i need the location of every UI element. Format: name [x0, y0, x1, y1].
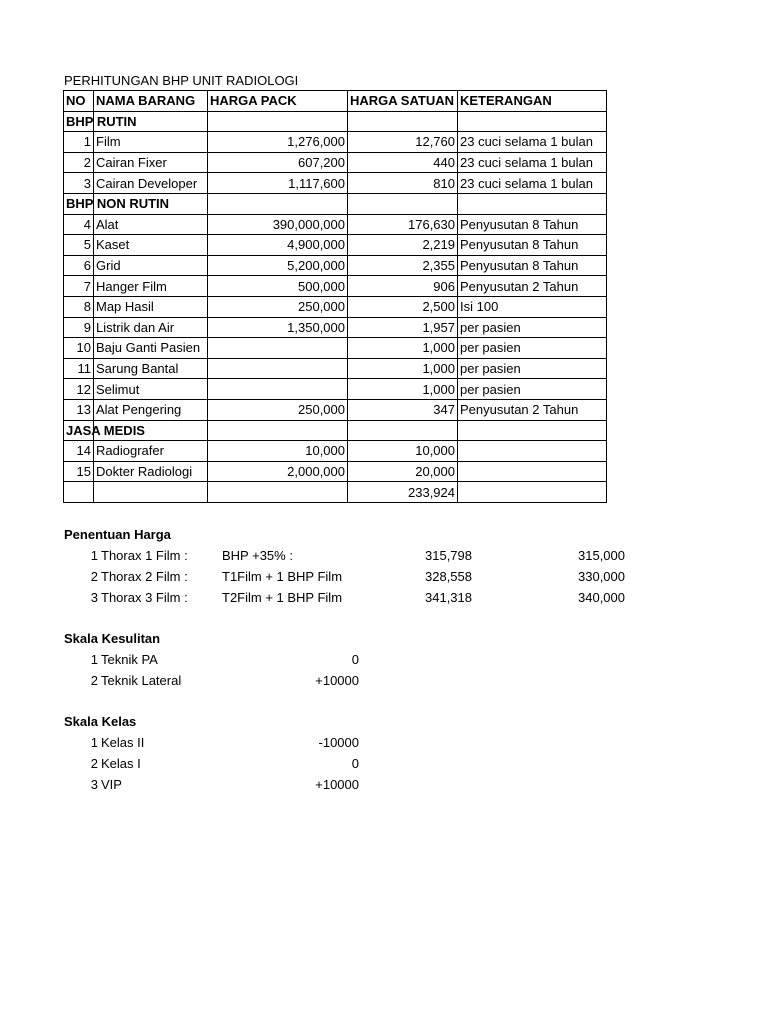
cell[interactable]: [348, 111, 458, 132]
cell-ket[interactable]: Penyusutan 2 Tahun: [458, 399, 607, 420]
table-row: [64, 379, 607, 400]
cell[interactable]: [208, 111, 348, 132]
cell-ket[interactable]: per pasien: [458, 358, 607, 379]
kesulitan-label: Teknik PA: [101, 652, 158, 667]
cell-pack[interactable]: 1,117,600: [208, 173, 348, 194]
penentuan-no: 3: [90, 590, 98, 605]
cell-satuan[interactable]: 810: [348, 173, 458, 194]
cell-nama[interactable]: Grid: [94, 255, 208, 276]
cell[interactable]: [458, 111, 607, 132]
table-row: [64, 461, 607, 482]
cell-ket[interactable]: [458, 441, 607, 462]
kelas-no: 1: [90, 735, 98, 750]
cell-satuan[interactable]: 1,957: [348, 317, 458, 338]
bhp-table: [63, 90, 607, 503]
cell-ket[interactable]: 23 cuci selama 1 bulan: [458, 152, 607, 173]
cell-nama[interactable]: Sarung Bantal: [94, 358, 208, 379]
table-header-row: [64, 91, 607, 112]
cell-no[interactable]: 12: [64, 379, 94, 400]
cell-nama[interactable]: Cairan Fixer: [94, 152, 208, 173]
cell[interactable]: [458, 193, 607, 214]
cell-ket[interactable]: [458, 461, 607, 482]
sheet-title: PERHITUNGAN BHP UNIT RADIOLOGI: [64, 73, 299, 88]
cell-pack[interactable]: 500,000: [208, 276, 348, 297]
cell-pack[interactable]: [208, 379, 348, 400]
cell-no[interactable]: 7: [64, 276, 94, 297]
kelas-no: 2: [90, 756, 98, 771]
kesulitan-no: 1: [90, 652, 98, 667]
penentuan-formula: T2Film + 1 BHP Film: [222, 590, 343, 605]
table-row: [64, 235, 607, 256]
cell-no[interactable]: 9: [64, 317, 94, 338]
cell-no[interactable]: 1: [64, 132, 94, 153]
cell[interactable]: [458, 482, 607, 503]
kelas-label: Kelas I: [101, 756, 141, 771]
header-harga-satuan[interactable]: HARGA SATUAN: [348, 91, 458, 112]
cell-no[interactable]: 13: [64, 399, 94, 420]
header-harga-pack[interactable]: HARGA PACK: [208, 91, 348, 112]
penentuan-value: 341,318: [425, 590, 472, 605]
cell-nama[interactable]: Alat Pengering: [94, 399, 208, 420]
cell-ket[interactable]: per pasien: [458, 338, 607, 359]
table-row: [64, 296, 607, 317]
total-row: [64, 482, 607, 503]
cell-no[interactable]: 3: [64, 173, 94, 194]
cell-satuan[interactable]: 2,219: [348, 235, 458, 256]
cell-pack[interactable]: 1,276,000: [208, 132, 348, 153]
kesulitan-heading: Skala Kesulitan: [64, 631, 161, 646]
cell-ket[interactable]: Penyusutan 8 Tahun: [458, 255, 607, 276]
cell-satuan[interactable]: 20,000: [348, 461, 458, 482]
cell-ket[interactable]: per pasien: [458, 317, 607, 338]
cell-no[interactable]: 14: [64, 441, 94, 462]
cell-pack[interactable]: 250,000: [208, 399, 348, 420]
cell-nama[interactable]: Cairan Developer: [94, 173, 208, 194]
penentuan-label: Thorax 1 Film :: [101, 548, 188, 563]
cell-satuan[interactable]: 2,355: [348, 255, 458, 276]
cell[interactable]: [458, 420, 607, 441]
kelas-value: 0: [351, 756, 359, 771]
cell-satuan[interactable]: 2,500: [348, 296, 458, 317]
cell-satuan[interactable]: 1,000: [348, 379, 458, 400]
penentuan-rounded: 315,000: [578, 548, 625, 563]
cell-no[interactable]: 5: [64, 235, 94, 256]
penentuan-label: Thorax 2 Film :: [101, 569, 188, 584]
penentuan-formula: BHP +35% :: [222, 548, 293, 563]
penentuan-rounded: 330,000: [578, 569, 625, 584]
cell-pack[interactable]: [208, 338, 348, 359]
cell-pack[interactable]: 2,000,000: [208, 461, 348, 482]
header-nama-barang[interactable]: NAMA BARANG: [94, 91, 208, 112]
cell-nama[interactable]: Hanger Film: [94, 276, 208, 297]
cell-no[interactable]: 6: [64, 255, 94, 276]
cell-no[interactable]: 10: [64, 338, 94, 359]
cell-nama[interactable]: Kaset: [94, 235, 208, 256]
cell[interactable]: [348, 420, 458, 441]
cell-ket[interactable]: Isi 100: [458, 296, 607, 317]
cell-ket[interactable]: Penyusutan 8 Tahun: [458, 235, 607, 256]
table-row: [64, 317, 607, 338]
cell-pack[interactable]: 5,200,000: [208, 255, 348, 276]
cell-no[interactable]: 4: [64, 214, 94, 235]
cell-pack[interactable]: 607,200: [208, 152, 348, 173]
cell-nama[interactable]: Film: [94, 132, 208, 153]
cell-ket[interactable]: Penyusutan 2 Tahun: [458, 276, 607, 297]
cell[interactable]: [64, 482, 94, 503]
section-row-jasa-medis: [64, 420, 607, 441]
section-label[interactable]: BHP NON RUTIN: [64, 193, 94, 214]
cell-no[interactable]: 15: [64, 461, 94, 482]
cell-ket[interactable]: 23 cuci selama 1 bulan: [458, 132, 607, 153]
table-row: [64, 132, 607, 153]
cell-satuan[interactable]: 347: [348, 399, 458, 420]
header-no[interactable]: NO: [64, 91, 94, 112]
cell[interactable]: [94, 482, 208, 503]
cell-no[interactable]: 11: [64, 358, 94, 379]
penentuan-no: 2: [90, 569, 98, 584]
cell[interactable]: [208, 482, 348, 503]
penentuan-no: 1: [90, 548, 98, 563]
cell-satuan[interactable]: 440: [348, 152, 458, 173]
cell-nama[interactable]: Radiografer: [94, 441, 208, 462]
cell-pack[interactable]: 4,900,000: [208, 235, 348, 256]
penentuan-formula: T1Film + 1 BHP Film: [222, 569, 343, 584]
cell-satuan[interactable]: 10,000: [348, 441, 458, 462]
kesulitan-no: 2: [90, 673, 98, 688]
total-value[interactable]: 233,924: [348, 482, 458, 503]
cell-ket[interactable]: 23 cuci selama 1 bulan: [458, 173, 607, 194]
cell-ket[interactable]: per pasien: [458, 379, 607, 400]
cell-nama[interactable]: Alat: [94, 214, 208, 235]
table-row: [64, 255, 607, 276]
table-row: [64, 152, 607, 173]
penentuan-heading: Penentuan Harga: [64, 527, 171, 542]
table-row: [64, 399, 607, 420]
table-row: [64, 276, 607, 297]
cell-no[interactable]: 2: [64, 152, 94, 173]
kesulitan-value: 0: [351, 652, 359, 667]
kelas-value: +10000: [315, 777, 359, 792]
section-row-bhp-non-rutin: [64, 193, 607, 214]
table-row: [64, 441, 607, 462]
kesulitan-label: Teknik Lateral: [101, 673, 182, 688]
cell-pack[interactable]: 250,000: [208, 296, 348, 317]
kelas-value: -10000: [318, 735, 359, 750]
cell-pack[interactable]: [208, 358, 348, 379]
kelas-label: Kelas II: [101, 735, 145, 750]
cell-nama[interactable]: Dokter Radiologi: [94, 461, 208, 482]
table-row: [64, 358, 607, 379]
kelas-no: 3: [90, 777, 98, 792]
cell[interactable]: [208, 420, 348, 441]
cell-satuan[interactable]: 12,760: [348, 132, 458, 153]
penentuan-value: 328,558: [425, 569, 472, 584]
kelas-heading: Skala Kelas: [64, 714, 137, 729]
cell[interactable]: [348, 193, 458, 214]
kelas-label: VIP: [101, 777, 122, 792]
cell-pack[interactable]: 1,350,000: [208, 317, 348, 338]
cell-nama[interactable]: Selimut: [94, 379, 208, 400]
cell-nama[interactable]: Listrik dan Air: [94, 317, 208, 338]
cell-nama[interactable]: Map Hasil: [94, 296, 208, 317]
cell-nama[interactable]: Baju Ganti Pasien: [94, 338, 208, 359]
table-row: [64, 338, 607, 359]
section-row-bhp-rutin: [64, 111, 607, 132]
cell-satuan[interactable]: 1,000: [348, 338, 458, 359]
kesulitan-value: +10000: [315, 673, 359, 688]
section-label[interactable]: BHP RUTIN: [64, 111, 94, 132]
cell[interactable]: [208, 193, 348, 214]
table-row: [64, 214, 607, 235]
cell-satuan[interactable]: 176,630: [348, 214, 458, 235]
cell-ket[interactable]: Penyusutan 8 Tahun: [458, 214, 607, 235]
penentuan-rounded: 340,000: [578, 590, 625, 605]
cell-pack[interactable]: 10,000: [208, 441, 348, 462]
header-keterangan[interactable]: KETERANGAN: [458, 91, 607, 112]
cell-satuan[interactable]: 1,000: [348, 358, 458, 379]
section-label[interactable]: JASA MEDIS: [64, 420, 94, 441]
cell-satuan[interactable]: 906: [348, 276, 458, 297]
cell-no[interactable]: 8: [64, 296, 94, 317]
table-row: [64, 173, 607, 194]
penentuan-label: Thorax 3 Film :: [101, 590, 188, 605]
cell-pack[interactable]: 390,000,000: [208, 214, 348, 235]
penentuan-value: 315,798: [425, 548, 472, 563]
